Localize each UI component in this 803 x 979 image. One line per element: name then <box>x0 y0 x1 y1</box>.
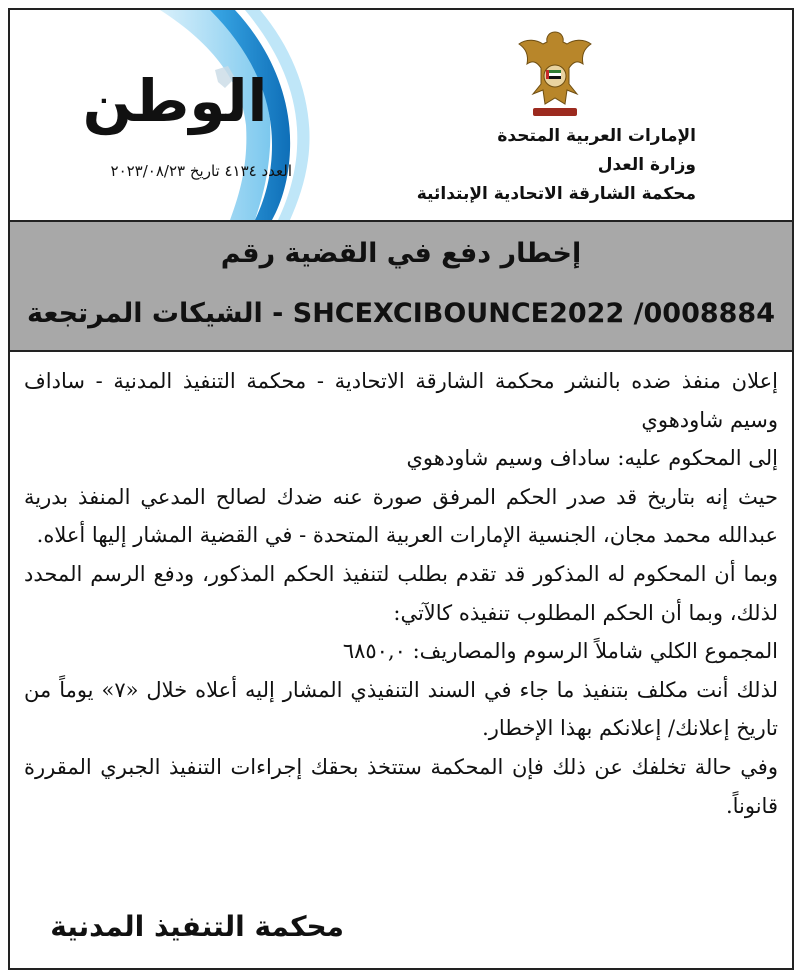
body-paragraph: وفي حالة تخلفك عن ذلك فإن المحكمة ستتخذ بحقك إجراءات التنفيذ الجبري المقررة قانوناً. <box>24 754 778 818</box>
uae-falcon-emblem-icon <box>515 24 595 120</box>
notice-header <box>10 10 792 220</box>
issue-number-date: العدد ٤١٣٤ تاريخ ٢٠٢٣/٠٨/٢٣ <box>110 162 292 180</box>
issuing-authority <box>396 122 696 209</box>
body-paragraph: وبما أن المحكوم له المذكور قد تقدم بطلب لتنفيذ الحكم المذكور، ودفع الرسم المحدد لذلك، وبما أن الحكم المطلوب تنفيذه كالآتي: <box>24 561 778 625</box>
court-name: محكمة الشارقة الاتحادية الإبتدائية <box>416 184 696 204</box>
notice-title-band <box>10 220 792 352</box>
notice-body <box>24 362 778 825</box>
legal-notice <box>8 8 794 970</box>
body-paragraph: لذلك أنت مكلف بتنفيذ ما جاء في السند التنفيذي المشار إليه أعلاه خلال «٧» يوماً من تاريخ إعلانك/ إعلانكم بهذا الإخطار. <box>24 677 778 741</box>
newspaper-name: الوطن <box>82 67 268 135</box>
body-paragraph: إلى المحكوم عليه: ساداف وسيم شاودهوي <box>406 446 778 471</box>
body-paragraph: المجموع الكلي شاملاً الرسوم والمصاريف: ٦٨٥٠,٠ <box>342 639 778 664</box>
body-paragraph: حيث إنه بتاريخ قد صدر الحكم المرفق صورة عنه ضدك لصالح المدعي المنفذ بدرية عبدالله محمد مجان، الجنسية الإمارات العربية المتحدة - في القضية المشار إليها أعلاه. <box>24 484 778 548</box>
case-number: 0008884/ SHCEXCIBOUNCE2022 - الشيكات المرتجعة <box>26 298 776 329</box>
notice-title: إخطار دفع في القضية رقم <box>220 238 582 269</box>
newspaper-masthead <box>10 10 330 220</box>
signature: محكمة التنفيذ المدنية <box>50 910 344 943</box>
body-paragraph: إعلان منفذ ضده بالنشر محكمة الشارقة الاتحادية - محكمة التنفيذ المدنية - ساداف وسيم شاودهوي <box>24 369 778 432</box>
country-name: الإمارات العربية المتحدة <box>497 126 696 146</box>
ministry-name: وزارة العدل <box>597 155 696 175</box>
